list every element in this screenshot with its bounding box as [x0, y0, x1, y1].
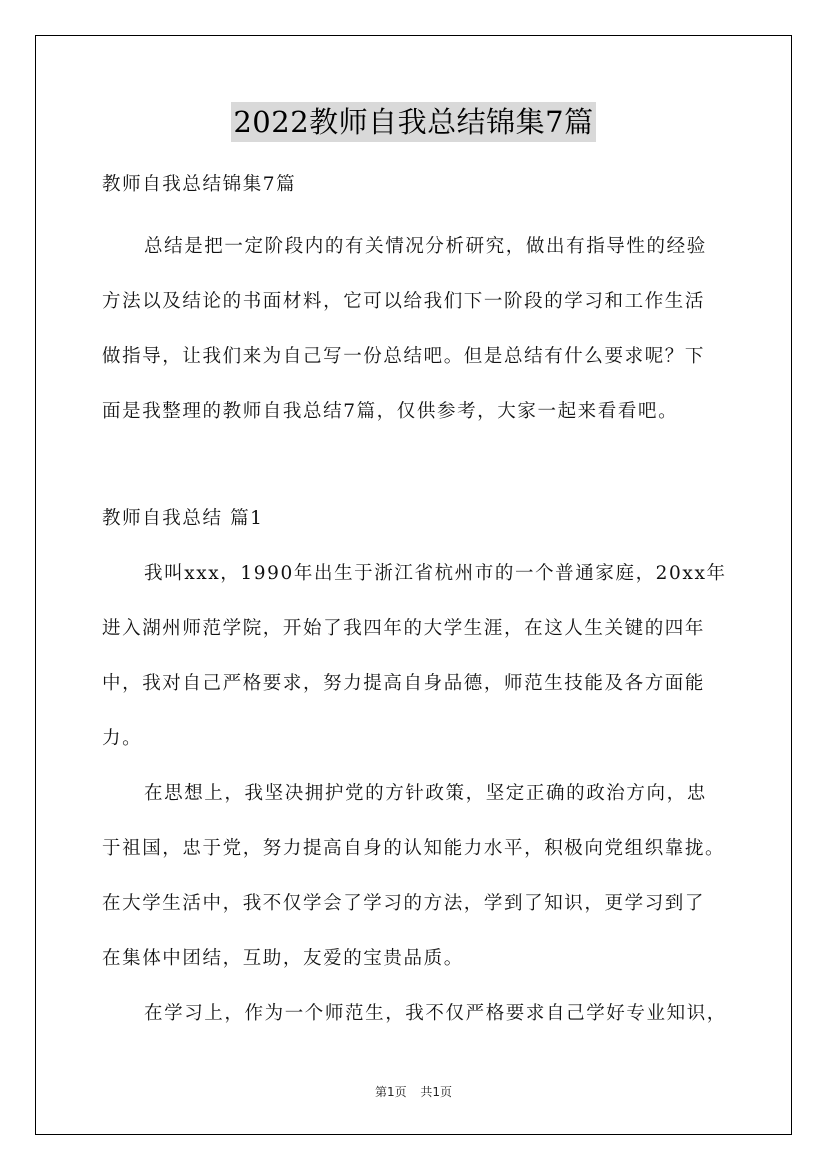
paragraph-line: 面是我整理的教师自我总结7篇，仅供参考，大家一起来看看吧。 [102, 401, 679, 422]
paragraph-line: 我叫xxx，1990年出生于浙江省杭州市的一个普通家庭，20xx年 [144, 563, 727, 584]
paragraph-line: 做指导，让我们来为自己写一份总结吧。但是总结有什么要求呢？下 [102, 346, 706, 367]
paragraph-line: 中，我对自己严格要求，努力提高自身品德，师范生技能及各方面能 [102, 673, 706, 694]
paragraph-line: 力。 [102, 728, 143, 749]
paragraph-line: 在思想上，我坚决拥护党的方针政策，坚定正确的政治方向，忠 [144, 783, 707, 804]
title-block [0, 102, 827, 142]
section-heading: 教师自我总结 篇1 [102, 508, 264, 529]
paragraph-line: 在学习上，作为一个师范生，我不仅严格要求自己学好专业知识， [144, 1003, 727, 1024]
paragraph-line: 进入湖州师范学院，开始了我四年的大学生涯，在这人生关键的四年 [102, 618, 706, 639]
paragraph-line: 在大学生活中，我不仅学会了学习的方法，学到了知识，更学习到了 [102, 893, 706, 914]
page-footer [0, 1083, 827, 1100]
paragraph-line: 在集体中团结，互助，友爱的宝贵品质。 [102, 948, 464, 969]
page-total: 共1页 [420, 1085, 453, 1099]
paragraph-line: 方法以及结论的书面材料，它可以给我们下一阶段的学习和工作生活 [102, 291, 706, 312]
paragraph-line: 总结是把一定阶段内的有关情况分析研究，做出有指导性的经验 [144, 236, 707, 257]
section-heading: 教师自我总结锦集7篇 [102, 174, 297, 195]
paragraph-line: 于祖国，忠于党，努力提高自身的认知能力水平，积极向党组织靠拢。 [102, 838, 726, 859]
page-number: 第1页 [374, 1085, 407, 1099]
document-title: 2022教师自我总结锦集7篇 [231, 102, 595, 142]
